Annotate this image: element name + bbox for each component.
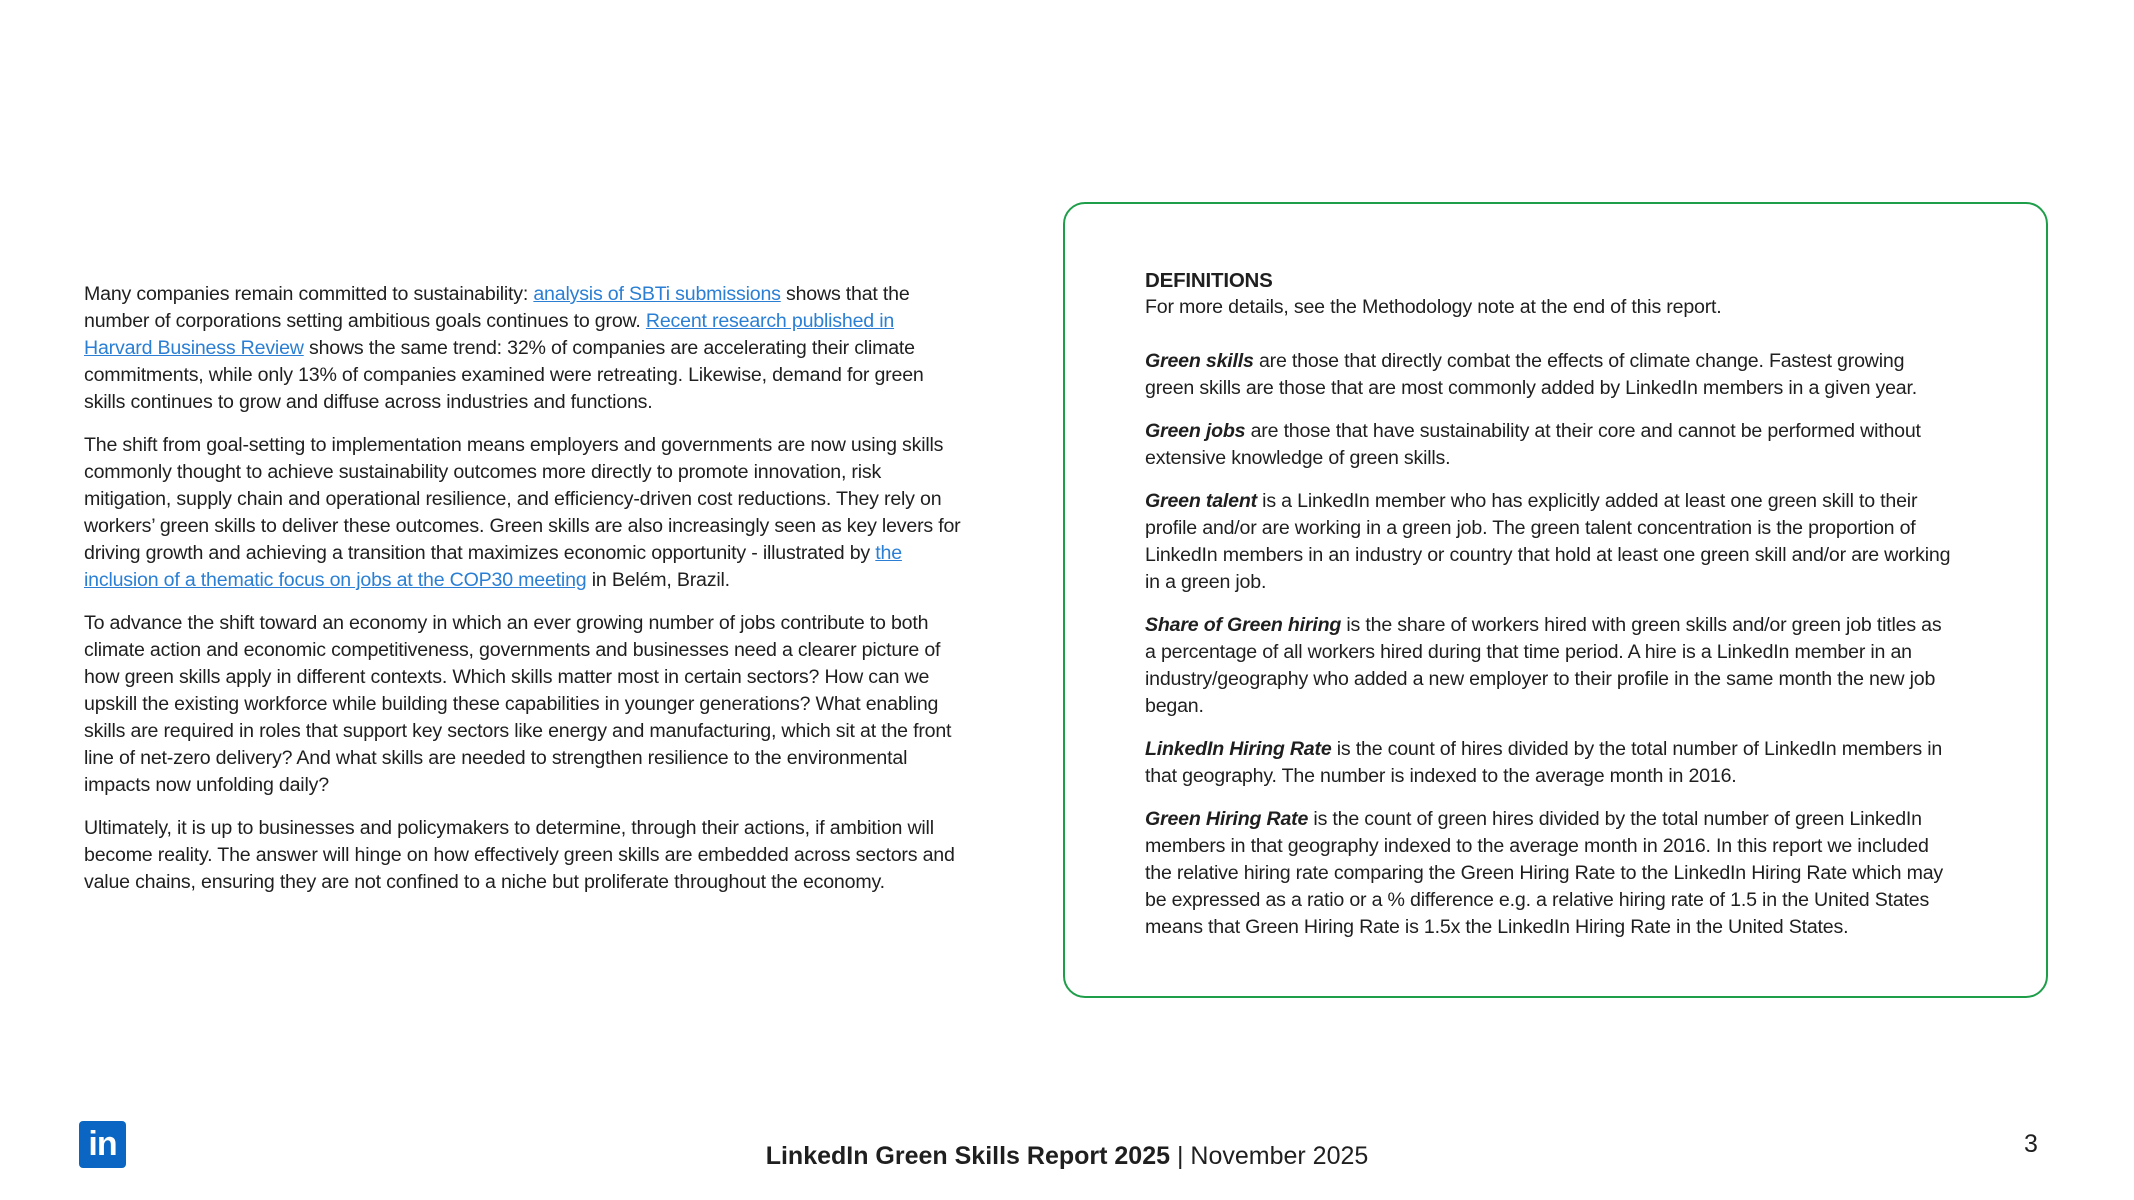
link-sbti-analysis[interactable]: analysis of SBTi submissions: [533, 283, 781, 305]
page-number: 3: [2024, 1130, 2038, 1158]
definition-term: Green talent: [1145, 490, 1257, 512]
link-hbr-research[interactable]: Recent research published in Harvard Business Review: [84, 310, 895, 359]
definition-text: is the count of green hires divided by the total number of green LinkedIn members in that geography indexed to the average month in 2016. In this report we included the relative hiring rate comparing the Green Hiring Rate to the LinkedIn Hiring Rate which may be expressed as a ratio or a % difference e.g. a relative hiring rate of 1.5 in the United States means that Green Hiring Rate is 1.5x the LinkedIn Hiring Rate in the United States.: [1145, 808, 1944, 938]
report-title: LinkedIn Green Skills Report 2025: [765, 1142, 1171, 1170]
paragraph-1-text-a: Many companies remain committed to sustainability:: [84, 283, 534, 305]
definitions-box: [1063, 202, 2048, 998]
definitions-title: DEFINITIONS: [1145, 269, 1273, 292]
definition-green-jobs: [1145, 418, 1955, 472]
definitions-content: [1145, 267, 1955, 957]
paragraph-1-text-b: shows that the number of corporations setting ambitious goals continues to grow.: [84, 283, 910, 332]
definitions-subtitle: For more details, see the Methodology note at the end of this report.: [1145, 296, 1722, 318]
paragraph-3: To advance the shift toward an economy in which an ever growing number of jobs contribute to both climate action and economic competitiveness, governments and businesses need a clearer picture of how green skills apply in different contexts. Which skills matter most in certain sectors? How can we upskill the existing workforce while building these capabilities in younger generations? What enabling skills are required in roles that support key sectors like energy and manufacturing, which sit at the front line of net-zero delivery? And what skills are needed to strengthen resilience to the environmental impacts now unfolding daily?: [84, 612, 952, 796]
definition-term: Share of Green hiring: [1145, 614, 1342, 636]
definition-term: LinkedIn Hiring Rate: [1145, 738, 1332, 760]
definition-linkedin-hiring-rate: [1145, 736, 1955, 790]
paragraph-1-text-c: shows the same trend: 32% of companies are accelerating their climate commitments, while only 13% of companies examined were retreating. Likewise, demand for green skills continues to grow and diffuse across industries and functions.: [84, 337, 924, 413]
definition-share-of-green-hiring: [1145, 612, 1955, 720]
definition-term: Green Hiring Rate: [1145, 808, 1309, 830]
paragraph-2-text-a: The shift from goal-setting to implementation means employers and governments are now using skills commonly thought to achieve sustainability outcomes more directly to promote innovation, risk mitigation, supply chain and operational resilience, and efficiency-driven cost reductions. They rely on workers’ green skills to deliver these outcomes. Green skills are also increasingly seen as key levers for driving growth and achieving a transition that maximizes economic opportunity - illustrated by: [84, 434, 961, 564]
definition-green-skills: [1145, 348, 1955, 402]
definition-text: is a LinkedIn member who has explicitly added at least one green skill to their profile and/or are working in a green job. The green talent concentration is the proportion of LinkedIn members in an industry or country that hold at least one green skill and/or are working in a green job.: [1145, 490, 1951, 593]
linkedin-logo-icon: in: [79, 1121, 126, 1168]
footer-title: [0, 1142, 2134, 1171]
definition-green-talent: [1145, 488, 1955, 596]
paragraph-2: [84, 432, 962, 594]
report-date: November 2025: [1190, 1142, 1369, 1170]
paragraph-2-text-b: in Belém, Brazil.: [586, 569, 730, 591]
link-cop30-jobs[interactable]: the inclusion of a thematic focus on jobs at the COP30 meeting: [84, 542, 902, 591]
definition-term: Green jobs: [1145, 420, 1246, 442]
paragraph-4: Ultimately, it is up to businesses and policymakers to determine, through their actions, if ambition will become reality. The answer will hinge on how effectively green skills are embedded across sectors and value chains, ensuring they are not confined to a niche but proliferate throughout the economy.: [84, 817, 955, 893]
paragraph-1: [84, 281, 962, 416]
definition-green-hiring-rate: [1145, 806, 1955, 941]
body-text-column: [84, 281, 962, 912]
footer-separator: |: [1170, 1142, 1191, 1170]
definition-text: is the share of workers hired with green skills and/or green job titles as a percentage of all workers hired during that time period. A hire is a LinkedIn member in an industry/geography who added a new employer to their profile in the same month the new job began.: [1145, 614, 1942, 717]
definition-text: are those that have sustainability at their core and cannot be performed without extensive knowledge of green skills.: [1145, 420, 1921, 469]
definition-text: are those that directly combat the effects of climate change. Fastest growing green skills are those that are most commonly added by LinkedIn members in a given year.: [1145, 350, 1917, 399]
definition-term: Green skills: [1145, 350, 1254, 372]
definition-text: is the count of hires divided by the total number of LinkedIn members in that geography. The number is indexed to the average month in 2016.: [1145, 738, 1943, 787]
